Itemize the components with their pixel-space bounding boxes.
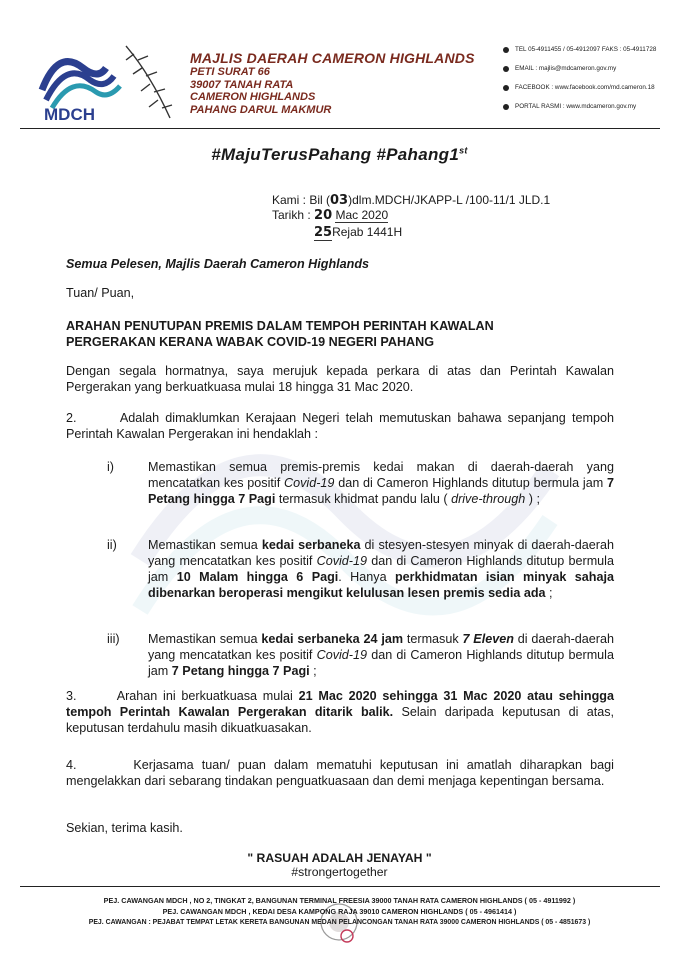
item-text-part: dan di Cameron Highlands ditutup bermula jam xyxy=(334,476,607,490)
paragraph-2-num: 2. xyxy=(66,411,77,425)
contact-phone-text: TEL 05-4911455 / 05-4912097 FAKS : 05-4911728 xyxy=(515,45,657,53)
ref-tarikh-label: Tarikh : xyxy=(272,208,311,222)
item-text-italic: drive-through xyxy=(451,492,526,506)
ref-hijri-day: 25 xyxy=(314,225,333,240)
item-text-italic: Covid-19 xyxy=(316,554,368,568)
item-text-part: Memastikan semua xyxy=(148,538,262,552)
item-text-part: . Hanya xyxy=(338,570,395,584)
item-text-bold: kedai serbaneka xyxy=(261,538,361,552)
item-text-bold: 7 Petang hingga 7 Pagi xyxy=(148,476,614,506)
footer-line: PEJ. CAWANGAN MDCH , KEDAI DESA KAMPONG RAJA 39010 CAMERON HIGHLANDS ( 05 - 4961414 ) xyxy=(162,907,517,916)
paragraph-3-bold: 21 Mac 2020 sehingga 31 Mac 2020 atau sehingga tempoh Perintah Kawalan Pergerakan ditarik balik. xyxy=(66,689,614,719)
hashtag-banner xyxy=(0,145,679,165)
item-text-part: ; xyxy=(309,664,317,678)
item-text-bold: 7 Petang hingga 7 Pagi xyxy=(171,664,310,678)
item-text-part: termasuk xyxy=(403,632,463,646)
address-line: CAMERON HIGHLANDS xyxy=(190,91,316,103)
item-text-bold-italic: 7 Eleven xyxy=(462,632,514,646)
item-text-part: ) ; xyxy=(525,492,540,506)
ref-tarikh xyxy=(272,208,388,223)
hashtag-text: #MajuTerusPahang #Pahang1 xyxy=(211,145,460,164)
item-text-part: Memastikan semua premis-premis kedai makan di daerah-daerah yang mencatatkan kes positif xyxy=(148,460,614,490)
item-text-italic: Covid-19 xyxy=(284,476,335,490)
phone-icon xyxy=(503,47,509,53)
paragraph-1: Dengan segala hormatnya, saya merujuk kepada perkara di atas dan Perintah Kawalan Pergerakan yang berkuatkuasa mulai 18 hingga 31 Mac 2020. xyxy=(66,364,614,394)
item-text-italic: Covid-19 xyxy=(316,648,368,662)
item-text-bold: kedai serbaneka 24 jam xyxy=(261,632,404,646)
contact-email xyxy=(503,59,675,78)
ref-kami-hand: 03 xyxy=(330,193,349,208)
salutation: Tuan/ Puan, xyxy=(66,286,135,300)
ref-kami xyxy=(272,193,550,208)
item-2-text xyxy=(148,537,614,601)
recipient: Semua Pelesen, Majlis Daerah Cameron Highlands xyxy=(66,257,370,271)
title-line: ARAHAN PENUTUPAN PREMIS DALAM TEMPOH PERINTAH KAWALAN xyxy=(66,319,494,333)
ref-kami-label: Kami : Bil ( xyxy=(272,193,331,207)
item-text-part: dan di Cameron Highlands ditutup bermula jam xyxy=(148,648,614,678)
item-text-part: Memastikan semua xyxy=(148,632,262,646)
ref-tarikh-day: 20 xyxy=(314,208,333,223)
footer-line: PEJ. CAWANGAN MDCH , NO 2, TINGKAT 2, BANGUNAN TERMINAL FREESIA 39000 TANAH RATA CAMERON HIGHLANDS ( 05 - 4911992 ) xyxy=(103,896,576,905)
title-line: PERGERAKAN KERANA WABAK COVID-19 NEGERI PAHANG xyxy=(66,335,435,349)
item-text-bold: 10 Malam hingga 6 Pagi xyxy=(176,570,339,584)
paragraph-4-text: Kerjasama tuan/ puan dalam mematuhi keputusan ini amatlah diharapkan bagi mengelakkan dari sebarang tindakan penguatkuasaan dan demi menjaga kepentingan bersama. xyxy=(66,758,614,788)
contact-email-text: EMAIL : majlis@mdcameron.gov.my xyxy=(515,64,617,72)
item-text-part: termasuk khidmat pandu lalu ( xyxy=(275,492,452,506)
item-text-part: di daerah-daerah yang mencatatkan kes positif xyxy=(148,632,614,662)
motto-tag: #strongertogether xyxy=(291,865,388,879)
motto xyxy=(0,851,679,879)
motto-text: " RASUAH ADALAH JENAYAH " xyxy=(247,851,432,865)
globe-icon xyxy=(503,104,509,110)
address-line: PETI SURAT 66 xyxy=(190,66,270,78)
item-text-part: di stesyen-stesyen minyak di daerah-daerah yang mencatatkan kes positif xyxy=(148,538,615,568)
ref-kami-rest: )dlm.MDCH/JKAPP-L /100-11/1 JLD.1 xyxy=(348,193,551,207)
paragraph-3 xyxy=(66,688,614,736)
paragraph-3-num: 3. xyxy=(66,689,77,703)
item-text-part: ; xyxy=(545,586,553,600)
paragraph-2-text: Adalah dimaklumkan Kerajaan Negeri telah memutuskan bahawa sepanjang tempoh Perintah Kawalan Pergerakan ini hendaklah : xyxy=(66,411,614,441)
watermark-logo xyxy=(130,360,560,660)
org-name: MAJLIS DAERAH CAMERON HIGHLANDS xyxy=(190,50,475,66)
contact-facebook xyxy=(503,78,675,97)
paragraph-3-part: Selain daripada keputusan di atas, keputusan terdahulu masih dikuatkuasakan. xyxy=(66,705,614,735)
facebook-icon xyxy=(503,85,509,91)
item-3-num: iii) xyxy=(107,632,120,646)
contact-phone xyxy=(503,40,675,59)
item-3-text xyxy=(148,631,614,679)
letter-title xyxy=(66,318,614,350)
contact-portal xyxy=(503,97,675,116)
email-icon xyxy=(503,66,509,72)
org-block xyxy=(190,50,490,116)
item-1-text xyxy=(148,459,614,507)
contact-facebook-text: FACEBOOK : www.facebook.com/md.cameron.18 xyxy=(515,83,655,91)
footer-divider xyxy=(20,886,660,887)
paragraph-4-num: 4. xyxy=(66,758,77,772)
contact-list xyxy=(503,40,675,116)
ref-hijri xyxy=(314,225,402,240)
hashtag-sup: st xyxy=(459,145,468,156)
header-divider xyxy=(20,128,660,129)
contact-portal-text: PORTAL RASMI : www.mdcameron.gov.my xyxy=(515,102,637,110)
mdch-logo xyxy=(38,38,188,124)
footer-line: PEJ. CAWANGAN : PEJABAT TEMPAT LETAK KERETA BANGUNAN MEDAN PELANCONGAN TANAH RATA 39000 CAMERON HIGHLANDS ( 05 - 4851673 ) xyxy=(88,919,591,926)
ref-tarikh-rest: Mac 2020 xyxy=(335,208,389,222)
item-text-bold: perkhidmatan isian minyak sahaja dibenarkan beroperasi mengikut kelulusan lesen premis sedia ada xyxy=(148,570,615,600)
item-text-part: dan di Cameron Highlands ditutup bermula jam xyxy=(148,554,614,584)
address-line: PAHANG DARUL MAKMUR xyxy=(190,103,332,116)
closing: Sekian, terima kasih. xyxy=(66,821,183,835)
paragraph-3-part: Arahan ini berkuatkuasa mulai xyxy=(116,689,299,703)
paragraph-4 xyxy=(66,757,614,789)
item-2-num: ii) xyxy=(107,538,117,552)
logo-text: MDCH xyxy=(44,105,95,124)
paragraph-2 xyxy=(66,410,614,442)
address-line: 39007 TANAH RATA xyxy=(190,78,294,91)
item-1-num: i) xyxy=(107,460,114,474)
ref-hijri-rest: Rejab 1441H xyxy=(332,225,403,239)
